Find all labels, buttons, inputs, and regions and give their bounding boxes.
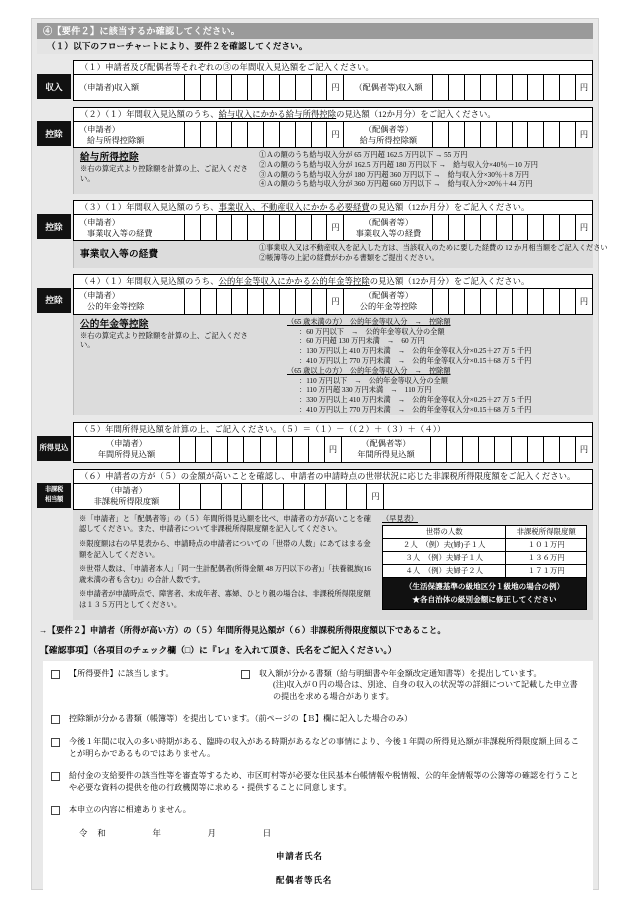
salary-spouse-yen: 円 [576,122,593,148]
pension-spouse-digit[interactable] [480,288,496,314]
business-spouse-label-l1: （配偶者等） [363,217,414,227]
section-business-expense [37,200,608,268]
business-spouse-digit[interactable] [465,215,481,241]
checkbox-row-data-consent[interactable] [51,770,585,793]
business-applicant-label [74,215,185,241]
table-row [74,75,593,101]
pension-under65-rule-4: ：410 万円以上 770 万円未満 → 公的年金等収入分×0.15＋68 万 5 千円 [299,356,532,365]
business-spouse-digit[interactable] [512,215,528,241]
hayamihyo-header-limit: 非課税所得限度額 [506,525,587,538]
income-applicant-yen: 円 [327,75,344,101]
checkbox-icon[interactable] [51,806,60,815]
section-tag-tax-exempt [37,483,71,508]
pension-under65-rule-1: ：60 万円以下 → 公的年金等収入分の全額 [299,327,445,336]
confirm-row-inline [51,668,585,703]
tax-exempt-note-3: ※世帯人数は、「申請者本人」「同一生計配偶者(所得金額 48 万円以下の者)」「扶養親族(16 歳未満の者も含む)」の合計人数です。 [79,564,371,584]
table-row [74,483,593,509]
checkbox-label-declaration: 本申立の内容に相違ありません。 [69,805,191,815]
hayamihyo-header-household: 世帯の人数 [383,525,506,538]
pension-over65-heading: （65 歳以上の方） 公的年金等収入分 → 控除額 [287,366,451,375]
expected-applicant-yen: 円 [324,436,341,462]
checkbox-row-future-income[interactable] [51,736,585,759]
salary-deduction-entry-table [73,121,593,148]
business-applicant-digit[interactable] [264,215,280,241]
tax-exempt-digit[interactable] [221,483,242,509]
business-expense-question [73,200,593,214]
section-pension-deduction [37,274,593,415]
pension-spouse-digit[interactable] [512,288,528,314]
pension-applicant-digit[interactable] [232,288,248,314]
tax-exempt-note-2: ※限度額は右の早見表から、申請時点の申請者についての「世帯の人数」にあてはまる金額を記入してください。 [79,538,371,559]
table-row [383,564,587,577]
expected-applicant-digit[interactable] [212,436,228,462]
confirmation-box [43,661,593,909]
income-question: （１）申請者及び配偶者等それぞれの③の年間収入見込額をご記入ください。 [73,60,593,74]
pension-note-subtext: ※右の算定式より控除額を計算の上、ご記入ください。 [80,330,248,350]
expected-spouse-label-l2: 年間所得見込額 [357,450,415,460]
expected-applicant-digit[interactable] [260,436,276,462]
income-spouse-digit[interactable] [433,75,449,101]
q2-underline: 給与収入にかかる給与所得控除 [218,110,337,119]
pension-spouse-digit[interactable] [544,288,560,314]
hayamihyo-block [382,514,587,615]
pension-deduction-note [73,315,593,415]
hayamihyo-limit-2: １０１万円 [506,538,587,551]
pension-applicant-digit[interactable] [216,288,232,314]
tax-exempt-note-4: ※申請者が申請時点で、障害者、未成年者、寡婦、ひとり親の場合は、非課税所得限度額は１３５万円としてください。 [79,589,371,609]
business-spouse-label-l2: 事業収入等の経費 [355,228,422,238]
section-tag-deduction-salary: 控除 [37,121,71,146]
pension-applicant-digit[interactable] [279,288,295,314]
pension-applicant-digit[interactable] [200,288,216,314]
business-applicant-label-l1: （申請者） [79,217,120,227]
business-expense-note [73,241,608,268]
tax-exempt-tag-l2: 相当額 [45,496,63,504]
salary-note-formulas [259,151,589,190]
pension-over65-rule-3: ：330 万円以上 410 万円未満 → 公的年金等収入分×0.25＋27 万 5 千円 [299,396,532,405]
hayamihyo-footer [382,578,587,610]
pension-spouse-yen: 円 [576,288,593,314]
q4-underline: 公的年金等収入にかかる公的年金等控除 [218,276,370,286]
business-spouse-yen: 円 [576,215,593,241]
checkbox-label-deduction-docs: 控除額が分かる書類（帳簿等）を提出しています。（前ページの【Ｂ】欄に記入した場合のみ） [69,714,413,724]
expected-spouse-digit[interactable] [430,436,446,462]
checkbox-row-income-docs[interactable] [241,668,585,703]
pension-applicant-label [74,288,185,314]
tax-exempt-applicant-label-l2: 非課税所得限度額 [93,497,160,507]
hayamihyo-table [382,525,587,578]
tax-exempt-note-list [79,514,376,615]
business-spouse-digit[interactable] [528,215,544,241]
pension-spouse-digit[interactable] [528,288,544,314]
pension-spouse-digit[interactable] [449,288,465,314]
checkbox-icon[interactable] [51,738,60,747]
pension-under65-rule-2: ：60 万円超 130 万円未満 → 60 万円 [299,337,425,346]
income-applicant-digit[interactable] [279,75,295,101]
tax-exempt-yen: 円 [367,483,384,509]
income-applicant-digit[interactable] [185,75,201,101]
expected-spouse-label [341,436,430,462]
section-tag-deduction-business: 控除 [37,214,71,239]
q2-post: の見込額（12か月分）をご記入ください。 [336,110,496,119]
pension-applicant-digit[interactable] [185,288,201,314]
hayamihyo-limit-3: １３６万円 [506,551,587,564]
income-applicant-digit[interactable] [232,75,248,101]
salary-spouse-digit[interactable] [480,122,496,148]
salary-applicant-digit[interactable] [279,122,295,148]
pension-applicant-label-l2: 公的年金等控除 [87,302,145,312]
income-applicant-digit[interactable] [311,75,327,101]
expected-applicant-digit[interactable] [196,436,212,462]
hayamihyo-household-3: ３人 （例）夫婦子１人 [383,551,506,564]
table-row [383,551,587,564]
expected-spouse-yen: 円 [576,436,593,462]
income-applicant-digit[interactable] [200,75,216,101]
pension-spouse-digit[interactable] [433,288,449,314]
income-applicant-digit[interactable] [216,75,232,101]
business-applicant-yen: 円 [327,215,344,241]
income-applicant-digit[interactable] [248,75,264,101]
salary-note-heading: 給与所得控除 [80,152,139,163]
salary-note-subtext: ※右の算定式より控除額を計算の上、ご記入ください。 [80,164,248,183]
section-header-subtitle: （１）以下のフローチャートにより、要件２を確認してください。 [37,39,593,54]
salary-spouse-digit[interactable] [449,122,465,148]
q4-pre: （４）（１）年間収入見込額のうち、 [80,276,219,286]
section-tag-income: 収入 [37,74,71,99]
business-applicant-digit[interactable] [248,215,264,241]
table-row [383,525,587,538]
section-income [37,60,593,101]
business-note-1: ①事業収入又は不動産収入を記入した方は、当該収入のために要した経費の 12 か月相当額をご記入ください [259,244,608,253]
business-applicant-digit[interactable] [311,215,327,241]
salary-applicant-digit[interactable] [232,122,248,148]
section-header-title: ④【要件２】に該当するか確認してください。 [37,23,593,39]
tax-exempt-entry-table [73,483,593,510]
salary-spouse-digit[interactable] [560,122,576,148]
tax-exempt-digit[interactable] [304,483,325,509]
tax-exempt-digit[interactable] [180,483,201,509]
business-spouse-digit[interactable] [496,215,512,241]
income-spouse-label: （配偶者等)収入額 [344,75,433,101]
salary-spouse-digit[interactable] [496,122,512,148]
table-row [74,122,593,148]
salary-formula-4: ④Ａの額のうち給与収入分が 360 万円超 660 万円以下 → 給与収入分×20％＋44 万円 [259,180,533,189]
checkbox-label-income-docs-main: 収入額が分かる書類（給与明細書や年金額改定通知書等）を提出しています。 [259,668,542,678]
pension-deduction-question [73,274,593,288]
income-applicant-digit[interactable] [264,75,280,101]
business-spouse-label [344,215,433,241]
expected-spouse-digit[interactable] [543,436,559,462]
expected-spouse-digit[interactable] [463,436,479,462]
q3-underline: 事業収入、不動産収入にかかる必要経費 [218,203,370,213]
expected-spouse-digit[interactable] [527,436,543,462]
tax-exempt-empty-area [384,483,593,509]
pension-note-left [80,318,255,411]
expected-applicant-digit[interactable] [244,436,260,462]
salary-applicant-label [74,122,185,148]
section-tax-exempt-limit [37,469,593,510]
pension-spouse-digit[interactable] [560,288,576,314]
hayamihyo-household-4: ４人 （例）夫婦子２人 [383,564,506,577]
checkbox-label-income-docs [259,668,585,703]
pension-spouse-label [344,288,433,314]
business-note-2: ②帳簿等の上記の経費がわかる書類をご提出ください。 [259,253,439,262]
form-sheet [31,18,608,890]
pension-spouse-digit[interactable] [465,288,481,314]
business-applicant-digit[interactable] [232,215,248,241]
expected-applicant-digit[interactable] [228,436,244,462]
checkbox-icon[interactable] [51,772,60,781]
business-spouse-digit[interactable] [449,215,465,241]
q3-post: の見込額（12か月分）をご記入ください。 [369,203,530,213]
salary-spouse-digit[interactable] [528,122,544,148]
salary-spouse-label [344,122,433,148]
tax-exempt-digit[interactable] [346,483,367,509]
table-row [74,215,593,241]
business-spouse-digit[interactable] [433,215,449,241]
expected-applicant-label-l1: （申請者） [106,439,147,449]
table-row [74,288,593,314]
tax-exempt-digit[interactable] [200,483,221,509]
salary-applicant-digit[interactable] [264,122,280,148]
confirmation-heading: 【確認事項】（各項目のチェック欄（□）に『レ』を入れて頂き、氏名をご記入ください。） [40,644,397,655]
pension-applicant-yen: 円 [327,288,344,314]
salary-spouse-digit[interactable] [433,122,449,148]
signature-area [51,828,585,887]
tax-exempt-question: （６）申請者の方が（５）の金額が高いことを確認し、申請者の申請時点の世帯状況に応じた非課税所得限度額をご記入ください。 [73,469,593,483]
income-spouse-digit[interactable] [544,75,560,101]
salary-applicant-digit[interactable] [248,122,264,148]
income-spouse-digit[interactable] [512,75,528,101]
expected-spouse-digit[interactable] [447,436,463,462]
applicant-name-field[interactable]: 申請者氏名 [276,852,323,862]
checkbox-row-deduction-docs[interactable] [51,713,585,725]
expected-applicant-digit[interactable] [276,436,292,462]
expected-spouse-digit[interactable] [559,436,575,462]
expected-applicant-digit[interactable] [180,436,196,462]
checkbox-label-data-consent: 給付金の支給要件の該当性等を審査等するため、市区町村等が必要な住民基本台帳情報や税情報、公的年金情報等の公簿等の確認を行うことや必要な資料の提供を他の行政機関等に求める・提供することに同意します。 [69,771,579,792]
income-applicant-digit[interactable] [295,75,311,101]
income-spouse-digit[interactable] [480,75,496,101]
tax-exempt-digit[interactable] [325,483,346,509]
tax-exempt-applicant-label-l1: （申請者） [106,486,147,496]
income-spouse-yen: 円 [576,75,593,101]
expected-income-question: （５）年間所得見込額を計算の上、ご記入ください。（５）＝（１）－（（２）＋（３）＋（４）） [73,422,593,436]
salary-spouse-digit[interactable] [465,122,481,148]
tax-exempt-digit[interactable] [284,483,305,509]
tax-exempt-tag-l1: 非課税 [45,486,63,494]
business-spouse-digit[interactable] [544,215,560,241]
pension-spouse-label-l2: 公的年金等控除 [359,302,418,312]
salary-spouse-digit[interactable] [512,122,528,148]
tax-exempt-applicant-label [74,483,180,509]
business-note-formulas [259,244,608,264]
salary-applicant-digit[interactable] [200,122,216,148]
salary-spouse-label-l2: 給与所得控除額 [359,135,418,145]
salary-formula-2: ②Ａの額のうち給与収入分が 162.5 万円超 180 万円以下 → 給与収入分×40％－10 万円 [259,160,538,169]
expected-spouse-label-l1: （配偶者等） [361,439,411,449]
salary-formula-3: ③Ａの額のうち給与収入分が 180 万円超 360 万円以下 → 給与収入分×30％＋8 万円 [259,170,529,179]
checkbox-icon[interactable] [51,715,60,724]
expected-spouse-digit[interactable] [511,436,527,462]
business-expense-entry-table [73,214,593,241]
checkbox-label-future-income: 今後１年間に収入の多い時期がある、臨時の収入がある時期があるなどの事情により、今後１年間の所得見込額が非課税所得限度額上回ることが明らかであるものではありません。 [69,736,579,758]
tax-exempt-digit[interactable] [263,483,284,509]
salary-applicant-digit[interactable] [216,122,232,148]
pension-deduction-entry-table [73,288,593,315]
business-applicant-label-l2: 事業収入等の経費 [87,228,153,238]
section-tag-deduction-pension: 控除 [37,288,71,313]
q2-pre: （２）（１）年間収入見込額のうち、 [80,110,219,119]
income-spouse-digit[interactable] [528,75,544,101]
q3-pre: （３）（１）年間収入見込額のうち、 [80,203,219,213]
pension-spouse-digit[interactable] [496,288,512,314]
q4-post: の見込額（12か月分）をご記入ください。 [369,276,530,286]
hayamihyo-footer-line1: （生活保護基準の級地区分１級地の場合の例） [404,581,565,591]
pension-over65-rule-1: ：110 万円以下 → 公的年金等収入分の全額 [299,376,448,385]
section-tag-expected-income: 所得見込 [37,436,71,461]
pension-over65-rule-2: ：110 万円超 330 万円未満 → 110 万円 [299,386,432,395]
section-salary-deduction [37,107,593,194]
pension-under65-heading: （65 歳未満の方） 公的年金等収入分 → 控除額 [287,317,451,326]
salary-deduction-note [73,148,593,194]
business-spouse-digit[interactable] [480,215,496,241]
income-spouse-digit[interactable] [496,75,512,101]
income-spouse-digit[interactable] [449,75,465,101]
checkbox-row-declaration[interactable] [51,804,585,816]
spouse-name-field[interactable]: 配偶者等氏名 [276,876,333,886]
hayamihyo-caption: （早見表） [382,514,418,523]
income-entry-table [73,74,593,101]
business-applicant-digit[interactable] [185,215,201,241]
pension-applicant-digit[interactable] [311,288,327,314]
expected-spouse-digit[interactable] [495,436,511,462]
pension-applicant-digit[interactable] [264,288,280,314]
checkbox-label-income-requirement: 【所得要件】に該当します。 [69,668,174,678]
salary-applicant-digit[interactable] [185,122,201,148]
salary-applicant-yen: 円 [327,122,344,148]
business-applicant-digit[interactable] [200,215,216,241]
expected-spouse-digit[interactable] [479,436,495,462]
signature-date-line[interactable]: 令和 年 月 日 [79,828,282,838]
business-note-left [80,244,255,264]
pension-applicant-digit[interactable] [295,288,311,314]
checkbox-note-income-docs: (注)収入が０円の場合は、別途、自身の収入の状況等の詳細について記載した申立書の提出を求める場合があります。 [273,680,578,701]
salary-applicant-label-l2: 給与所得控除額 [87,135,145,145]
checkbox-icon[interactable] [241,670,250,679]
business-applicant-digit[interactable] [216,215,232,241]
pension-under65-rule-3: ：130 万円以上 410 万円未満 → 公的年金等収入分×0.25＋27 万 5 千円 [299,347,532,356]
salary-applicant-label-l1: （申請者） [79,124,120,134]
hayamihyo-footer-line2: ★各自治体の級別金額に修正してください [412,594,557,604]
salary-spouse-label-l1: （配偶者等） [363,124,414,134]
income-spouse-digit[interactable] [560,75,576,101]
business-applicant-digit[interactable] [279,215,295,241]
business-note-heading: 事業収入等の経費 [80,249,159,261]
checkbox-row-income-requirement[interactable] [51,668,241,703]
pension-note-formulas [259,317,589,414]
checkbox-icon[interactable] [51,670,60,679]
pension-spouse-label-l1: （配偶者等） [363,291,414,301]
business-spouse-digit[interactable] [560,215,576,241]
salary-deduction-question [73,107,593,121]
expected-applicant-digit[interactable] [292,436,308,462]
income-spouse-digit[interactable] [465,75,481,101]
salary-applicant-digit[interactable] [295,122,311,148]
table-row [74,436,593,462]
expected-income-entry-table [73,436,593,463]
hayamihyo-limit-4: １７１万円 [506,564,587,577]
tax-exempt-note-1: ※「申請者」と「配偶者等」の（５）年間所得見込額を比べ、申請者の方が高いことを確認してください。また、申請者について非課税所得限度額を記入してください。 [79,513,371,534]
business-applicant-digit[interactable] [295,215,311,241]
pension-over65-rule-4: ：410 万円以上 770 万円未満 → 公的年金等収入分×0.15＋68 万 5 千円 [299,405,532,414]
requirement2-conclusion: →【要件２】申請者（所得が高い方）の（５）年間所得見込額が（６）非課税所得限度額以下であること。 [39,625,446,635]
section-expected-income [37,422,593,463]
salary-applicant-digit[interactable] [311,122,327,148]
expected-applicant-label-l2: 年間所得見込額 [97,450,156,460]
salary-spouse-digit[interactable] [544,122,560,148]
salary-note-left [80,151,255,190]
tax-exempt-notes-block [73,510,593,620]
pension-applicant-label-l1: （申請者） [79,291,120,301]
income-applicant-label: （申請者)収入額 [74,75,185,101]
tax-exempt-digit[interactable] [242,483,263,509]
expected-applicant-digit[interactable] [308,436,324,462]
pension-applicant-digit[interactable] [248,288,264,314]
table-row [383,538,587,551]
pension-note-heading: 公的年金等控除 [80,318,149,330]
expected-applicant-label [74,436,180,462]
hayamihyo-household-2: ２人 （例）夫(婦)子１人 [383,538,506,551]
salary-formula-1: ①Ａの額のうち給与収入分が 65 万円超 162.5 万円以下 → 55 万円 [259,151,468,159]
